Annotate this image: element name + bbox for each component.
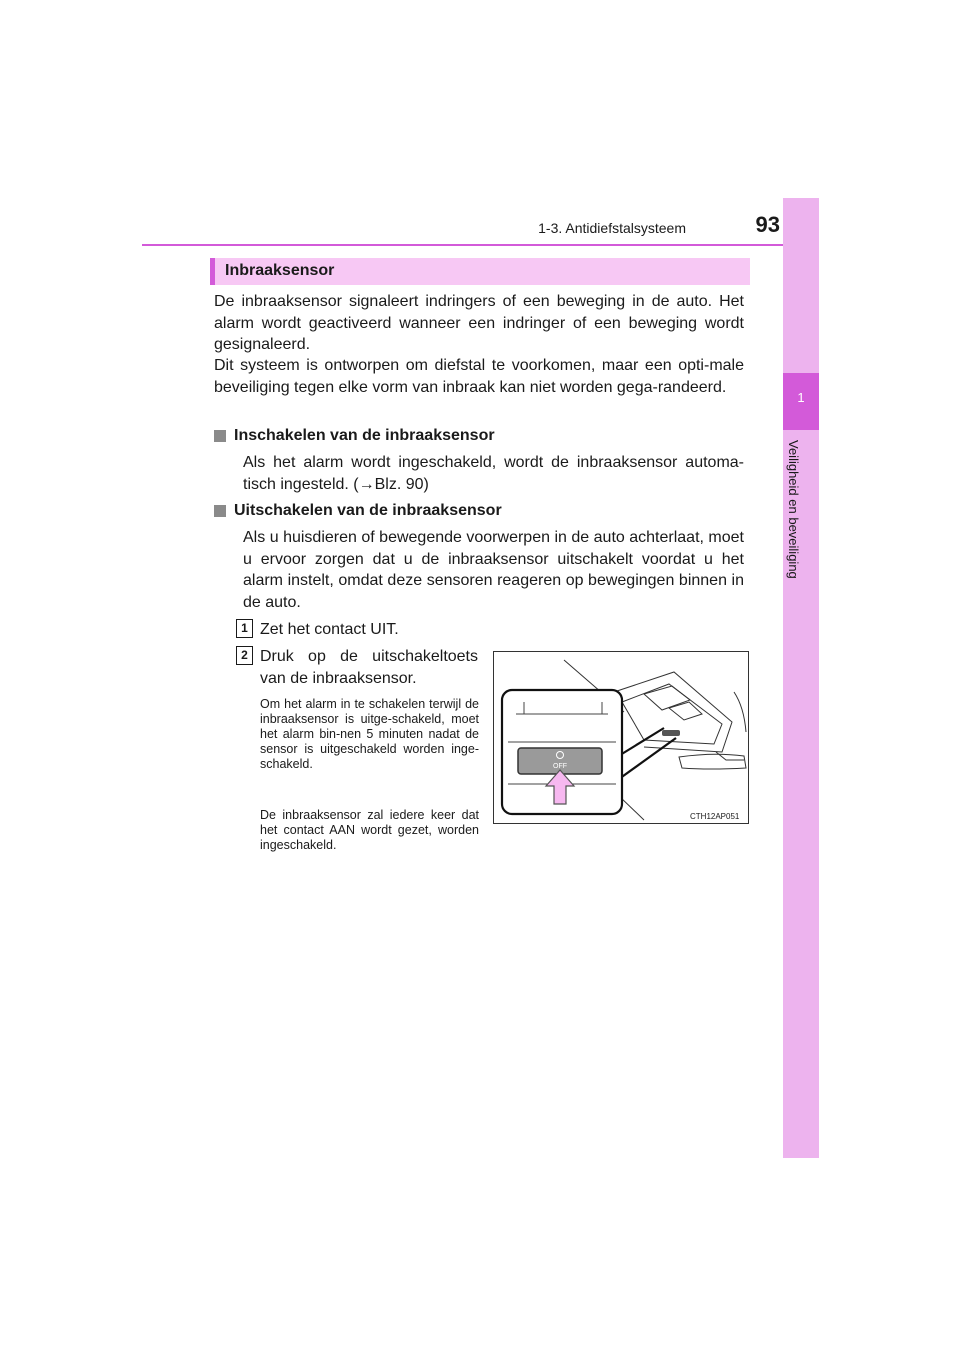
note-alarm-timing: Om het alarm in te schakelen terwijl de inbraaksensor is uitge-schakeld, moet het alarm bin-nen 5 minuten nadat de sensor is uitgeschakeld worden inge-schakeld. — [260, 697, 479, 771]
side-tab — [783, 198, 819, 1158]
step-text-1: Zet het contact UIT. — [260, 621, 399, 638]
page-number: 93 — [755, 212, 780, 237]
side-tab-chapter-number: 1 — [797, 390, 805, 405]
subsection-heading-disable — [214, 502, 502, 520]
square-bullet-icon — [214, 505, 226, 517]
step-text-2: Druk op de uitschakeltoets van de inbraaksensor. — [260, 648, 478, 687]
disclaimer-paragraph: Dit systeem is ontworpen om diefstal te voorkomen, maar een opti-male beveiliging tegen elke vorm van inbraak kan niet worden gega-randeerd. — [214, 357, 744, 396]
intro-paragraph: De inbraaksensor signaleert indringers of een beweging in de auto. Het alarm wordt geactiveerd wanneer een indringer of een beweging wordt gesignaleerd. — [214, 293, 744, 353]
square-bullet-icon — [214, 430, 226, 442]
subsection-heading-enable — [214, 427, 495, 445]
overhead-console-illustration — [493, 651, 749, 824]
subsection-text-disable: Als u huisdieren of bewegende voorwerpen in de auto achterlaat, moet u ervoor zorgen dat u de inbraaksensor uitschakelt voordat u het alarm instelt, omdat deze sensoren reageren op bewegingen binnen in de auto. — [243, 529, 744, 611]
note-auto-enable: De inbraaksensor zal iedere keer dat het contact AAN wordt gezet, worden ingeschakeld. — [260, 808, 479, 852]
section-heading: Inbraaksensor — [225, 262, 335, 279]
figure-code: CTH12AP051 — [690, 812, 740, 821]
step-number-2: 2 — [236, 646, 253, 665]
subsection-title: Uitschakelen van de inbraaksensor — [234, 502, 502, 519]
header-rule — [142, 244, 818, 246]
sensor-button-small — [662, 730, 680, 736]
section-path: 1-3. Antidiefstalsysteem — [538, 220, 686, 236]
subsection-title: Inschakelen van de inbraaksensor — [234, 427, 495, 444]
console-drawing — [494, 652, 748, 823]
step-number-1: 1 — [236, 619, 253, 638]
subsection-text-enable: Als het alarm wordt ingeschakeld, wordt de inbraaksensor automa-tisch ingesteld. (→Blz. 90) — [243, 454, 744, 493]
off-button-label: OFF — [553, 763, 567, 770]
side-tab-title: Veiligheid en beveiliging — [786, 440, 801, 579]
